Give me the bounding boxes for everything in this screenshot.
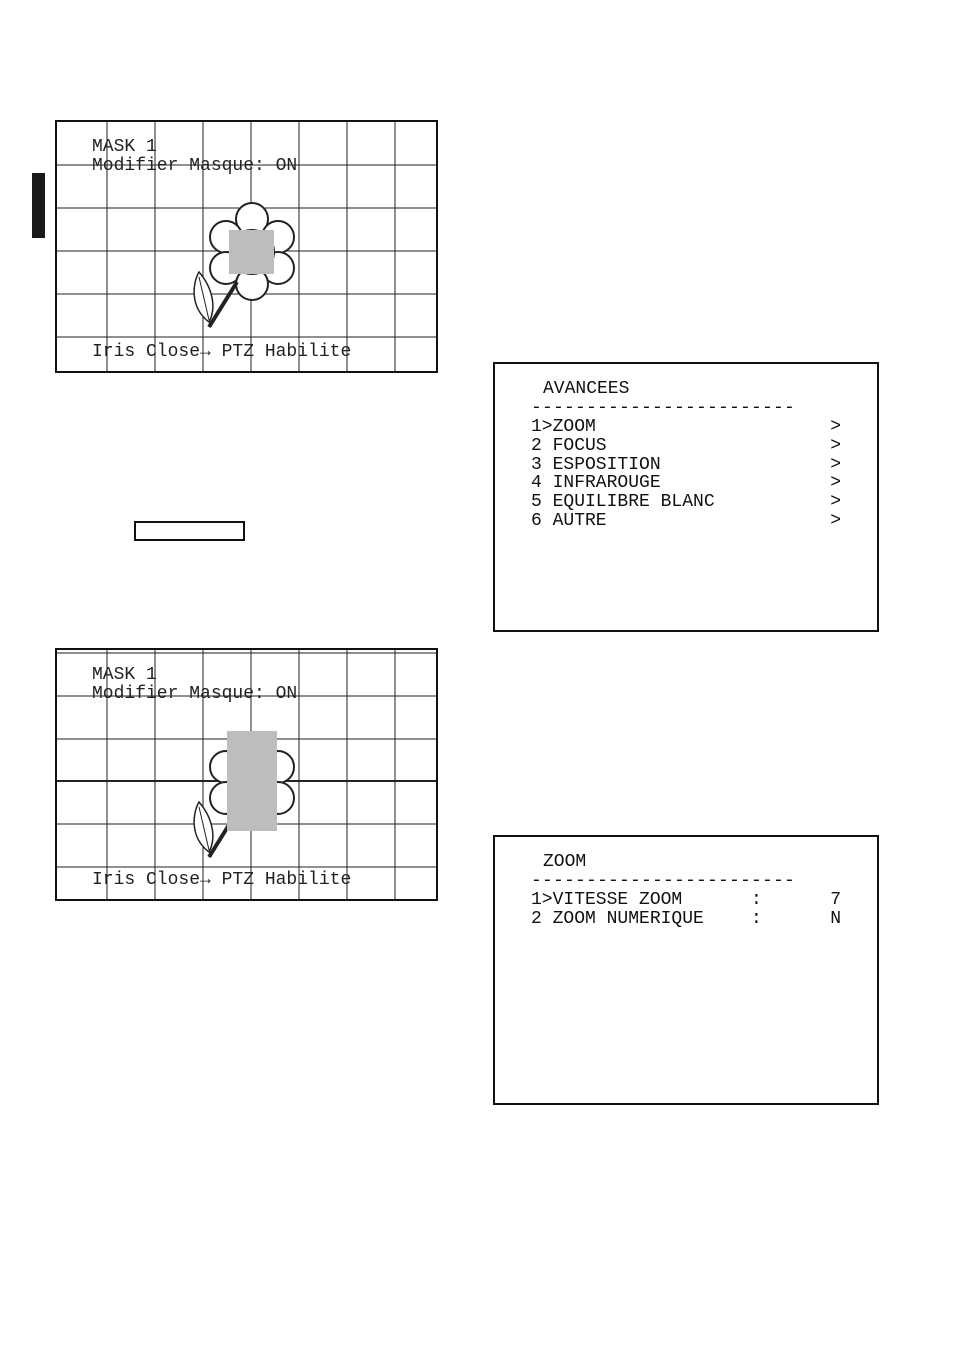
menu-item-label: 5 EQUILIBRE BLANC bbox=[531, 492, 715, 512]
menu-zoom bbox=[493, 835, 879, 1105]
menu-separator: ------------------------ bbox=[531, 398, 796, 418]
mask-label: MASK 1 bbox=[92, 665, 157, 685]
menu-title: ZOOM bbox=[543, 852, 587, 872]
iris-hint: Iris Close→ PTZ Habilite bbox=[92, 342, 352, 362]
menu-title: AVANCEES bbox=[543, 379, 630, 399]
submenu-arrow-icon: > bbox=[830, 436, 841, 456]
mask-label: MASK 1 bbox=[92, 137, 157, 157]
blank-key-box bbox=[134, 521, 245, 541]
privacy-mask[interactable] bbox=[229, 230, 274, 274]
menu-item-colon: : bbox=[751, 890, 762, 910]
submenu-arrow-icon: > bbox=[830, 473, 841, 493]
privacy-mask[interactable] bbox=[227, 731, 277, 831]
menu-item-label: 2 FOCUS bbox=[531, 436, 607, 456]
menu-item-label: 3 ESPOSITION bbox=[531, 455, 661, 475]
menu-item-autre[interactable] bbox=[531, 512, 841, 588]
submenu-arrow-icon: > bbox=[830, 492, 841, 512]
menu-item-zoom-numerique[interactable] bbox=[531, 910, 841, 1005]
menu-item-value: N bbox=[830, 909, 841, 929]
menu-item-label: 6 AUTRE bbox=[531, 511, 607, 531]
menu-item-colon: : bbox=[751, 909, 762, 929]
menu-item-label: 1>VITESSE ZOOM bbox=[531, 890, 683, 910]
menu-item-label: 2 ZOOM NUMERIQUE bbox=[531, 909, 704, 929]
menu-item-label: 4 INFRAROUGE bbox=[531, 473, 661, 493]
chapter-tab-marker bbox=[32, 173, 45, 238]
mask-screen-1 bbox=[55, 120, 438, 373]
iris-hint: Iris Close→ PTZ Habilite bbox=[92, 870, 352, 890]
submenu-arrow-icon: > bbox=[830, 511, 841, 531]
submenu-arrow-icon: > bbox=[830, 455, 841, 475]
menu-avancees bbox=[493, 362, 879, 632]
mask-screen-2 bbox=[55, 648, 438, 901]
edit-mask-status: Modifier Masque: ON bbox=[92, 684, 298, 704]
menu-item-label: 1>ZOOM bbox=[531, 417, 596, 437]
edit-mask-status: Modifier Masque: ON bbox=[92, 156, 298, 176]
submenu-arrow-icon: > bbox=[830, 417, 841, 437]
menu-separator: ------------------------ bbox=[531, 871, 796, 891]
menu-item-value: 7 bbox=[830, 890, 841, 910]
